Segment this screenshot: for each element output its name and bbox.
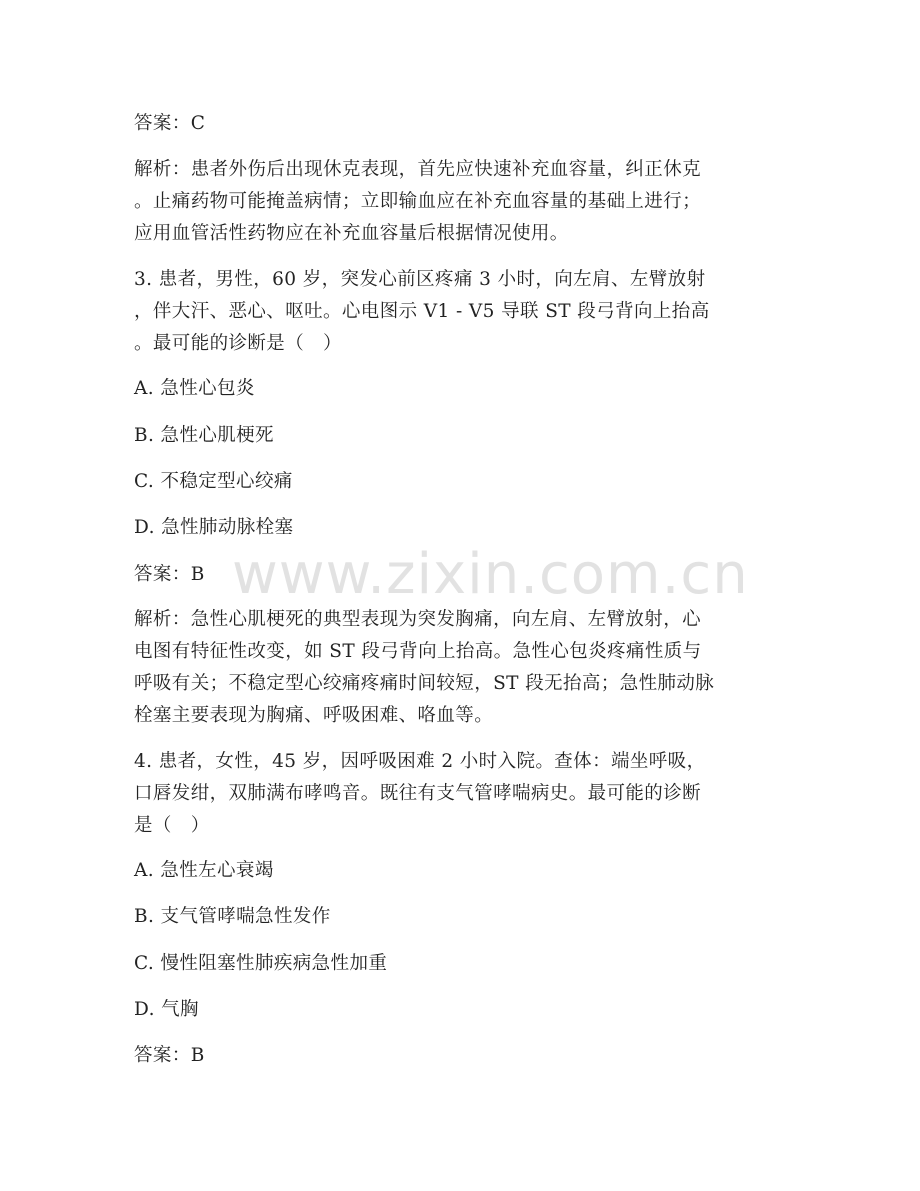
explanation-line: 栓塞主要表现为胸痛、呼吸困难、咯血等。 bbox=[134, 705, 494, 726]
explanation-line: 解析：急性心肌梗死的典型表现为突发胸痛，向左肩、左臂放射，心 bbox=[134, 609, 702, 630]
option-c: C. 不稳定型心绞痛 bbox=[134, 471, 293, 492]
option-d: D. 气胸 bbox=[134, 999, 199, 1020]
question-line: 。最可能的诊断是（ ） bbox=[134, 333, 342, 354]
explanation-line: 解析：患者外伤后出现休克表现，首先应快速补充血容量，纠正休克 bbox=[134, 159, 702, 180]
question-line: 口唇发绀，双肺满布哮鸣音。既往有支气管哮喘病史。最可能的诊断 bbox=[134, 783, 702, 804]
explanation-line: 电图有特征性改变，如 ST 段弓背向上抬高。急性心包炎疼痛性质与 bbox=[134, 641, 702, 662]
explanation-line: 。止痛药物可能掩盖病情；立即输血应在补充血容量的基础上进行； bbox=[134, 191, 702, 212]
answer-line: 答案：B bbox=[134, 564, 205, 585]
question-line: 3. 患者，男性，60 岁，突发心前区疼痛 3 小时，向左肩、左臂放射 bbox=[134, 269, 706, 290]
question-line: ，伴大汗、恶心、呕吐。心电图示 V1 - V5 导联 ST 段弓背向上抬高 bbox=[134, 301, 710, 322]
explanation-line: 应用血管活性药物应在补充血容量后根据情况使用。 bbox=[134, 223, 569, 244]
answer-line: 答案：B bbox=[134, 1045, 205, 1066]
explanation-line: 呼吸有关；不稳定型心绞痛疼痛时间较短，ST 段无抬高；急性肺动脉 bbox=[134, 673, 715, 694]
option-b: B. 急性心肌梗死 bbox=[134, 425, 274, 446]
question-line: 4. 患者，女性，45 岁，因呼吸困难 2 小时入院。查体：端坐呼吸， bbox=[134, 751, 706, 772]
option-a: A. 急性左心衰竭 bbox=[134, 860, 274, 881]
option-c: C. 慢性阻塞性肺疾病急性加重 bbox=[134, 953, 388, 974]
option-d: D. 急性肺动脉栓塞 bbox=[134, 517, 294, 538]
option-b: B. 支气管哮喘急性发作 bbox=[134, 906, 331, 927]
option-a: A. 急性心包炎 bbox=[134, 378, 255, 399]
watermark: www.zixin.com.cn bbox=[232, 542, 749, 607]
question-line: 是（ ） bbox=[134, 815, 210, 836]
answer-line: 答案：C bbox=[134, 113, 206, 134]
